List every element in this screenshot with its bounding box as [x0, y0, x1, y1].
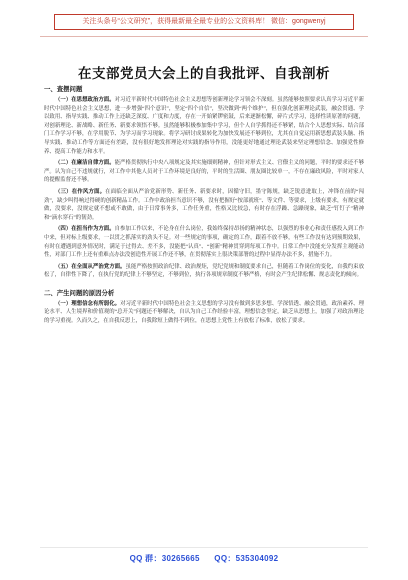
paragraph	[44, 188, 364, 222]
footer-divider	[40, 547, 368, 548]
paragraph-lead: （一）在思想政治方面。	[55, 97, 115, 103]
section-heading-causes: 二、产生问题的原因分析	[44, 289, 115, 297]
paragraph	[44, 96, 364, 156]
paragraph-lead: （二）在廉洁自律方面。	[55, 160, 115, 167]
footer-qq-group: QQ 群：30265665	[129, 554, 200, 563]
paragraph-text: 对习近平新时代中国特色社会主义思想的学习没有做到多思多想、学深悟透、融会贯通，政治素养、理论水平、人生境界和价值观的“总开关”问题还不够解决，自认为自己工作经验丰富，理想信念坚定，缺乏从思想上，加强了对政治理论的学习重视。久而久之，在自我反思上，自我除短上做得不到位，在思想上党性上有放松了标准，放松了要求。	[44, 300, 364, 325]
section-heading-problems: 一、查摆问题	[44, 86, 83, 93]
paragraph-text: 能严格贯彻执行中央八项规定及其实施细则精神，但针对形式主义、官僚主义的问题，平时的要求还不够严。认为自己不违规就行，对工作中其他人员对于工作环境是良好的，平时的生活圈、朋友圈比较单一，不存在廉政风险，平时对家人的提醒监督还不够。	[44, 160, 364, 184]
paragraph	[44, 159, 364, 185]
paragraph-text: 对习近平新时代中国特色社会主义思想等创新理论学习领会不深刻。虽然能够按照要求认真学习习近平新时代中国特色社会主义思想，进一步增强“四个意识”，坚定“四个自信”，坚决做到“两个维护”，但在强化创新理论武装，融会贯通、学以致用、指导实践、推动工作上还缺乏深度、广度和力度，存在一开始紧锣密鼓，后来逐渐松懈，碎片式学习，选择性读原著的问题，对创新理论、新战略、新任务、新要求领悟不够。虽然能够积极参加集中学习，但个人自学抓得还不够紧，结合个人思想实际、结合部门工作学习不够，在学用脱节、为学习而学习现象。将学习研讨成果转化为加快发展还不够到位，尤其在自觉运用新思想武装头脑、指导实践、推动工作等方面还有差距，没有很好地发挥理论对实践的指导作用，没能更好地通过理论武装来坚定理想信念、加强党性修养、提高工作能力和水平。	[44, 97, 364, 155]
paragraph-text: 虽能严格按照政治纪律、政治规矩，党纪党规和制度要求自己，但随着工作岗位的变化，自我约束放松了，自律性下降了，在执行党的纪律上不够坚定，不够到位，执行各项规章制度不够严格，有时会产生纪律松懈、规志责化的倾向。	[44, 263, 364, 279]
paragraph-text: 在面临全面从严治党新形势、新任务、新要求时，因循守旧，墨守陈规，缺乏锐意进取上，冲锋在前的“闯劲”，缺少叫得响过得硬的创新精品工作。工作中政治担当意识不够，没有把握好“按部就班”、等文件、等要求，上级有要求，有规定就做，没要求，没规定就不想或不敢做，由于日常事务多，工作任务重，性格又比较急，有时存在浮躁、急躁现象，缺乏“钉钉子”精神和“滴水穿石”的韧劲。	[44, 188, 364, 221]
paragraph-lead: （五）在全面从严治党方面。	[55, 263, 126, 270]
header-divider	[40, 36, 368, 37]
footer-contact	[0, 553, 408, 564]
paragraph-text: 自参加工作以来，不论身在什么岗位，我始终保持昂扬的精神状态，以强烈的事业心和责任感投入到工作中来，但对标上级要求，一以贯之抓落实的劲头不足。对一些规定的事项，确定的工作，跟着不放不够，有些工作没有达到预期效果，有时在遭遇到意外情况时，满足于过得去、差不多，没能把“认真”、“创新”精神贯穿到每项工作中。日常工作中没能充分发挥主观能动性，对部门工作上还有重难点办法没创造性开展工作还不够，在贯彻落实上很决策部署的过程中显得办法不多，措施不力。	[44, 226, 364, 259]
paragraph	[44, 225, 364, 259]
header-banner: 关注头条号“公文研究”，获得最新最全最专业的公文资料库！ 微信：gongwenyj	[54, 14, 354, 30]
footer-qq: QQ：535304092	[214, 554, 279, 563]
paragraph-lead: （一）理想信念有所弱化。	[55, 300, 121, 307]
paragraph-lead: （四）在担当作为方面。	[55, 226, 115, 233]
document-title: 在支部党员大会上的自我批评、自我剖析	[78, 66, 330, 81]
paragraph	[44, 263, 364, 280]
paragraph	[44, 300, 364, 326]
paragraph-lead: （三）在作风方面。	[55, 188, 106, 195]
document-body	[44, 85, 364, 329]
